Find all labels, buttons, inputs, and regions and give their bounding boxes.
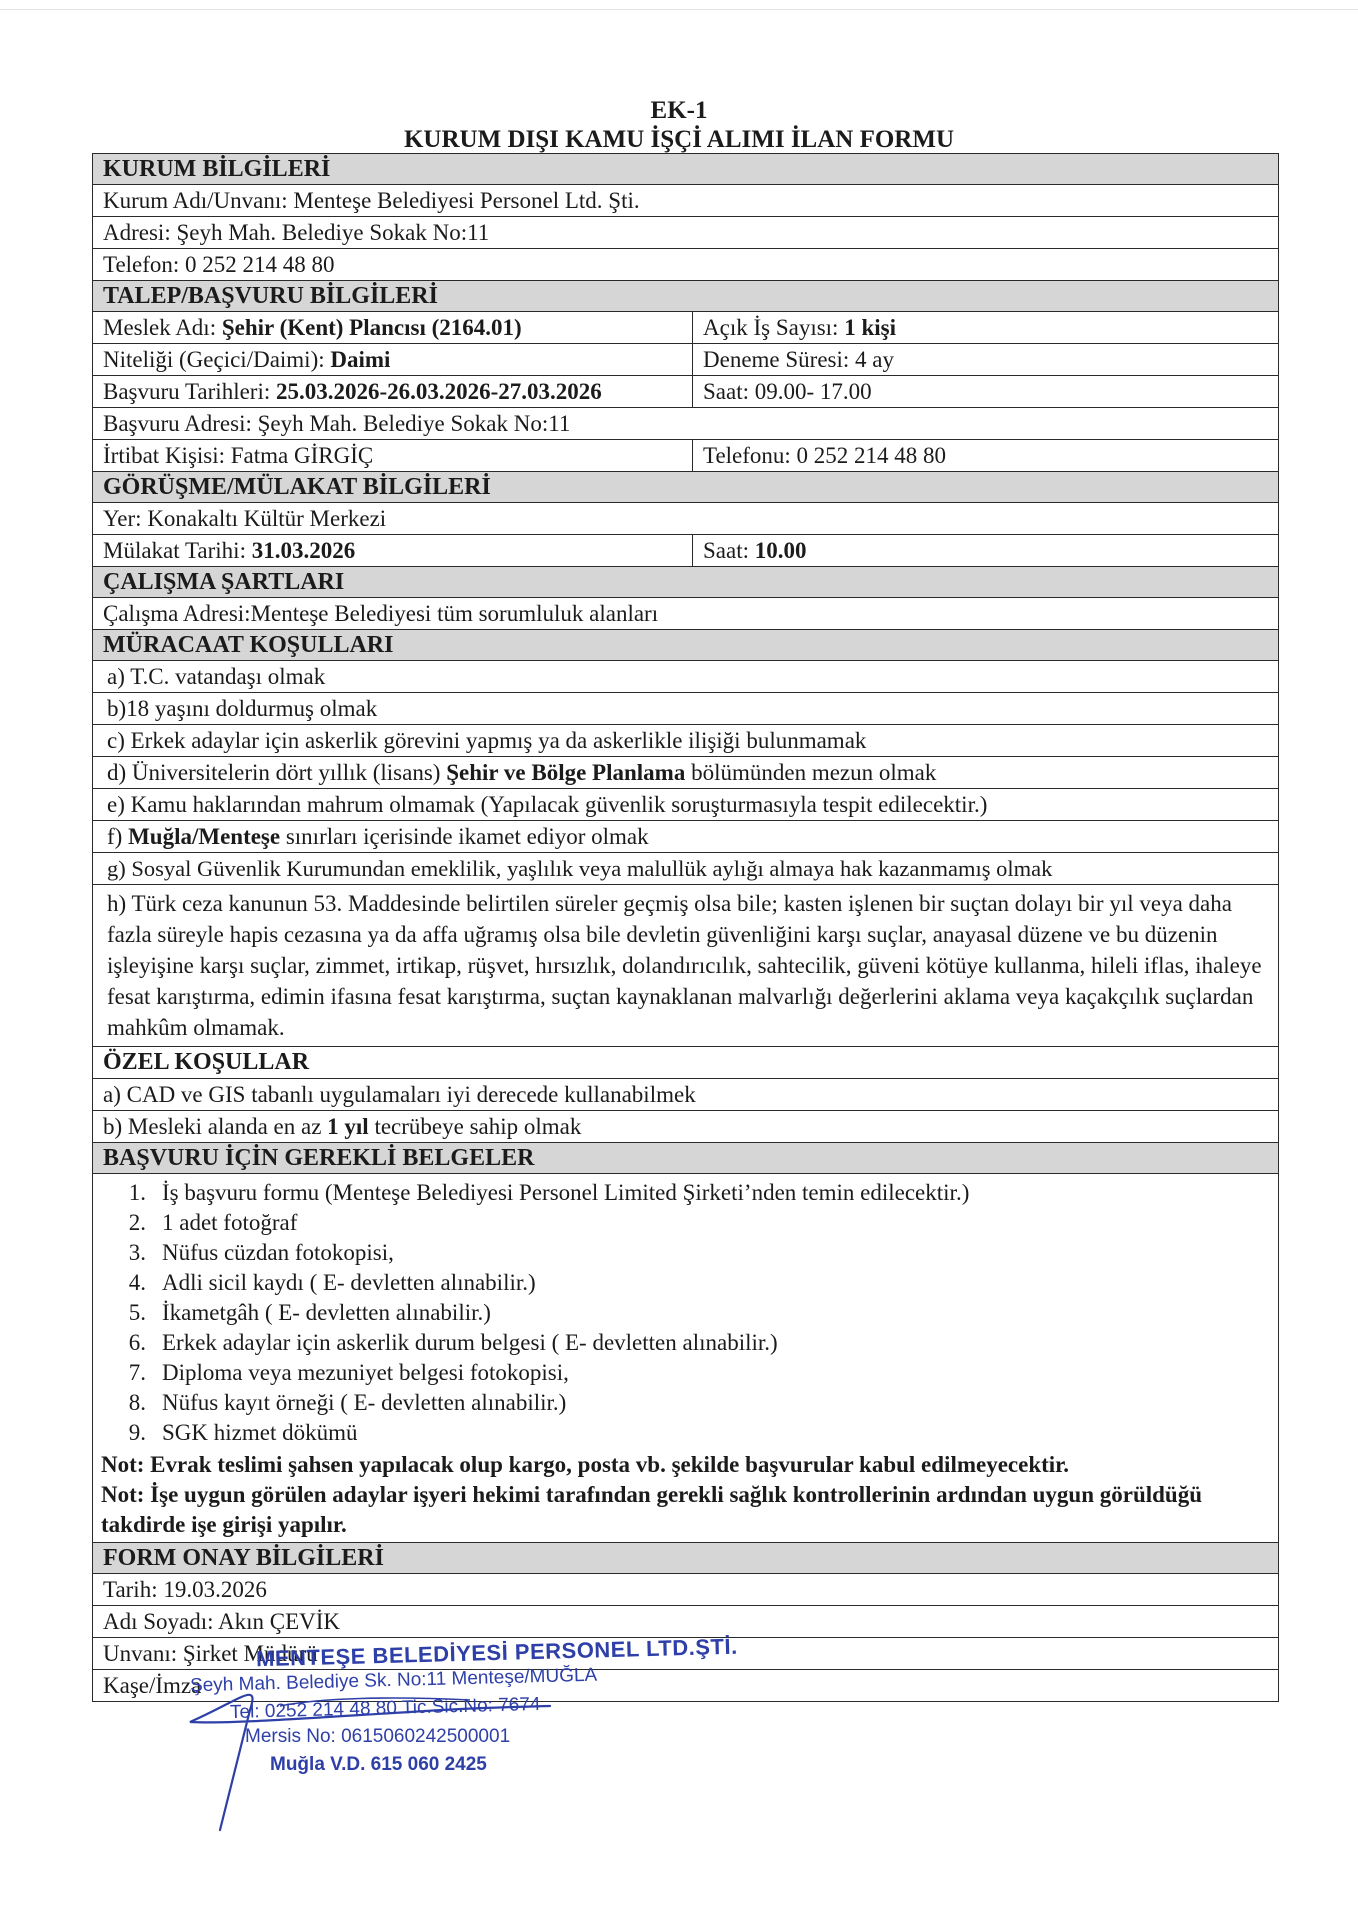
note-saglik-kontrol: Not: İşe uygun görülen adaylar işyeri hekimi tarafından gerekli sağlık kontrollerinin ardından uygun görüldüğü takdirde işe girişi yapılır.: [101, 1482, 1203, 1537]
basvuru-tarih-row: [92, 375, 1279, 407]
list-item: 6. Erkek adaylar için askerlik durum belgesi ( E- devletten alınabilir.): [128, 1330, 778, 1355]
note-evrak-teslimi: Not: Evrak teslimi şahsen yapılacak olup kargo, posta vb. şekilde başvurular kabul edilmeyecektir.: [101, 1452, 1070, 1477]
muracaat-d: d) Üniversitelerin dört yıllık (lisans) Şehir ve Bölge Planlama bölümünden mezun olmak: [107, 760, 937, 785]
mulakat-tarih-cell: Mülakat Tarihi: 31.03.2026: [93, 535, 693, 566]
gorusme-yer: Yer: Konakaltı Kültür Merkezi: [103, 506, 387, 531]
muracaat-e: e) Kamu haklarından mahrum olmamak (Yapılacak güvenlik soruşturmasıyla tespit edilecektir.): [107, 792, 988, 817]
muracaat-b: b)18 yaşını doldurmuş olmak: [107, 696, 378, 721]
stamp-tax-office: Muğla V.D. 615 060 2425: [270, 1754, 487, 1775]
meslek-cell: Meslek Adı: Şehir (Kent) Plancısı (2164.01): [93, 312, 693, 343]
ozel-b-row: [92, 1110, 1279, 1142]
mulakat-row: [92, 534, 1279, 566]
basvuru-adres: Başvuru Adresi: Şeyh Mah. Belediye Sokak No:11: [103, 411, 571, 436]
document-title: [0, 96, 1358, 154]
deneme-cell: Deneme Süresi: 4 ay: [703, 347, 894, 372]
stamp-address: Şeyh Mah. Belediye Sk. No:11 Menteşe/MUĞLA: [189, 1664, 598, 1697]
list-item: 8. Nüfus kayıt örneği ( E- devletten alınabilir.): [128, 1390, 567, 1415]
muracaat-d-row: [92, 756, 1279, 788]
kurum-phone: Telefon: 0 252 214 48 80: [103, 252, 335, 277]
ozel-a-row: [92, 1078, 1279, 1110]
muracaat-a-row: [92, 660, 1279, 692]
muracaat-b-row: [92, 692, 1279, 724]
form-title: KURUM DIŞI KAMU İŞÇİ ALIMI İLAN FORMU: [403, 126, 955, 153]
irtibat-telefon: Telefonu: 0 252 214 48 80: [703, 443, 947, 468]
basvuru-saat-cell: Saat: 09.00- 17.00: [703, 379, 872, 404]
onay-ad-row: [92, 1605, 1279, 1637]
section-header-gorusme: GÖRÜŞME/MÜLAKAT BİLGİLERİ: [92, 471, 1279, 502]
kurum-address-row: [92, 216, 1279, 248]
muracaat-g-row: [92, 852, 1279, 884]
onay-ad-soyad: Adı Soyadı: Akın ÇEVİK: [103, 1609, 341, 1634]
kurum-name-row: [92, 184, 1279, 216]
section-header-onay: FORM ONAY BİLGİLERİ: [92, 1542, 1279, 1573]
muracaat-h: h) Türk ceza kanunun 53. Maddesinde belirtilen süreler geçmiş olsa bile; kasten işlenen bir suçtan dolayı bir yıl veya daha fazla süreyle hapis cezasına ya da affa uğramış olsa bile devletin güvenliğini karşı suçlar, anayasal düzene ve bu düzenin işleyişine karşı suçlar, zimmet, irtikap, rüşvet, hırsızlık, dolandırıcılık, sahtecilik, güveni kötüye kullanma, hileli iflas, ihaleye fesat karıştırma, edimin ifasına fesat karıştırma, suçtan kaynaklanan malvarlığı değerlerini aklama veya kaçakçılık suçlardan mahkûm olmamak.: [107, 891, 1262, 1040]
nitelik-value: Daimi: [330, 347, 391, 372]
onay-unvan: Unvanı: Şirket Müdürü: [103, 1641, 318, 1666]
stamp-phone: Tel: 0252 214 48 80 Tic.Sic.No: 7674: [229, 1693, 541, 1724]
onay-tarih: Tarih: 19.03.2026: [103, 1577, 267, 1602]
belgeler-list: [97, 1176, 1274, 1450]
acik-is-cell: Açık İş Sayısı: 1 kişi: [703, 315, 896, 340]
announcement-form: [92, 153, 1279, 1702]
list-item: 1. İş başvuru formu (Menteşe Belediyesi Personel Limited Şirketi’nden temin edilecektir.): [128, 1180, 970, 1205]
belgeler-block: [92, 1173, 1279, 1542]
list-item: 7. Diploma veya mezuniyet belgesi fotokopisi,: [128, 1360, 569, 1385]
onay-tarih-row: [92, 1573, 1279, 1605]
list-item: 3. Nüfus cüzdan fotokopisi,: [128, 1240, 394, 1265]
onay-kase-imza: Kaşe/İmza: [103, 1673, 202, 1698]
mulakat-tarih-value: 31.03.2026: [251, 538, 356, 563]
calisma-adres: Çalışma Adresi:Menteşe Belediyesi tüm sorumluluk alanları: [103, 601, 659, 626]
stamp-company-name: MENTEŞE BELEDİYESİ PERSONEL LTD.ŞTİ.: [255, 1633, 738, 1672]
irtibat-row: [92, 439, 1279, 471]
basvuru-tarih-value: 25.03.2026-26.03.2026-27.03.2026: [275, 379, 602, 404]
muracaat-e-row: [92, 788, 1279, 820]
muracaat-a: a) T.C. vatandaşı olmak: [107, 664, 326, 689]
ozel-b: b) Mesleki alanda en az 1 yıl tecrübeye sahip olmak: [103, 1114, 582, 1139]
muracaat-f-row: [92, 820, 1279, 852]
acik-is-value: 1 kişi: [844, 315, 896, 340]
list-item: 9. SGK hizmet dökümü: [128, 1420, 358, 1445]
ozel-a: a) CAD ve GIS tabanlı uygulamaları iyi derecede kullanabilmek: [103, 1082, 696, 1107]
list-item: 5. İkametgâh ( E- devletten alınabilir.): [128, 1300, 491, 1325]
muracaat-h-row: [92, 884, 1279, 1046]
section-header-talep: TALEP/BAŞVURU BİLGİLERİ: [92, 280, 1279, 311]
meslek-row: [92, 311, 1279, 343]
nitelik-cell: Niteliği (Geçici/Daimi): Daimi: [93, 344, 693, 375]
muracaat-c-row: [92, 724, 1279, 756]
section-header-muracaat: MÜRACAAT KOŞULLARI: [92, 629, 1279, 660]
kurum-name: Kurum Adı/Unvanı: Menteşe Belediyesi Personel Ltd. Şti.: [103, 188, 640, 213]
muracaat-f: f) Muğla/Menteşe sınırları içerisinde ikamet ediyor olmak: [107, 824, 649, 849]
stamp-mersis: Mersis No: 0615060242500001: [245, 1726, 511, 1747]
list-item: 2. 1 adet fotoğraf: [128, 1210, 298, 1235]
list-item: 4. Adli sicil kaydı ( E- devletten alınabilir.): [128, 1270, 536, 1295]
annex-label: EK-1: [650, 97, 708, 124]
muracaat-g: g) Sosyal Güvenlik Kurumundan emeklilik, yaşlılık veya malullük aylığı almaya hak kazanmamış olmak: [107, 856, 1053, 881]
meslek-value: Şehir (Kent) Plancısı (2164.01): [221, 315, 522, 340]
mulakat-saat-value: 10.00: [754, 538, 807, 563]
gorusme-yer-row: [92, 502, 1279, 534]
basvuru-adres-row: [92, 407, 1279, 439]
muracaat-c: c) Erkek adaylar için askerlik görevini yapmış ya da askerlikle ilişiği bulunmamak: [107, 728, 867, 753]
kurum-address: Adresi: Şeyh Mah. Belediye Sokak No:11: [103, 220, 490, 245]
section-header-belgeler: BAŞVURU İÇİN GEREKLİ BELGELER: [92, 1142, 1279, 1173]
mulakat-saat-cell: Saat: 10.00: [703, 538, 807, 563]
kurum-phone-row: [92, 248, 1279, 280]
nitelik-row: [92, 343, 1279, 375]
basvuru-tarih-cell: Başvuru Tarihleri: 25.03.2026-26.03.2026-27.03.2026: [93, 376, 693, 407]
scan-edge-line: [0, 9, 1358, 10]
section-header-ozel: ÖZEL KOŞULLAR: [92, 1046, 1279, 1078]
section-header-calisma: ÇALIŞMA ŞARTLARI: [92, 566, 1279, 597]
irtibat-kisi: İrtibat Kişisi: Fatma GİRGİÇ: [93, 440, 693, 471]
calisma-adres-row: [92, 597, 1279, 629]
signature-icon: [170, 1640, 590, 1840]
section-header-kurum: KURUM BİLGİLERİ: [92, 153, 1279, 184]
